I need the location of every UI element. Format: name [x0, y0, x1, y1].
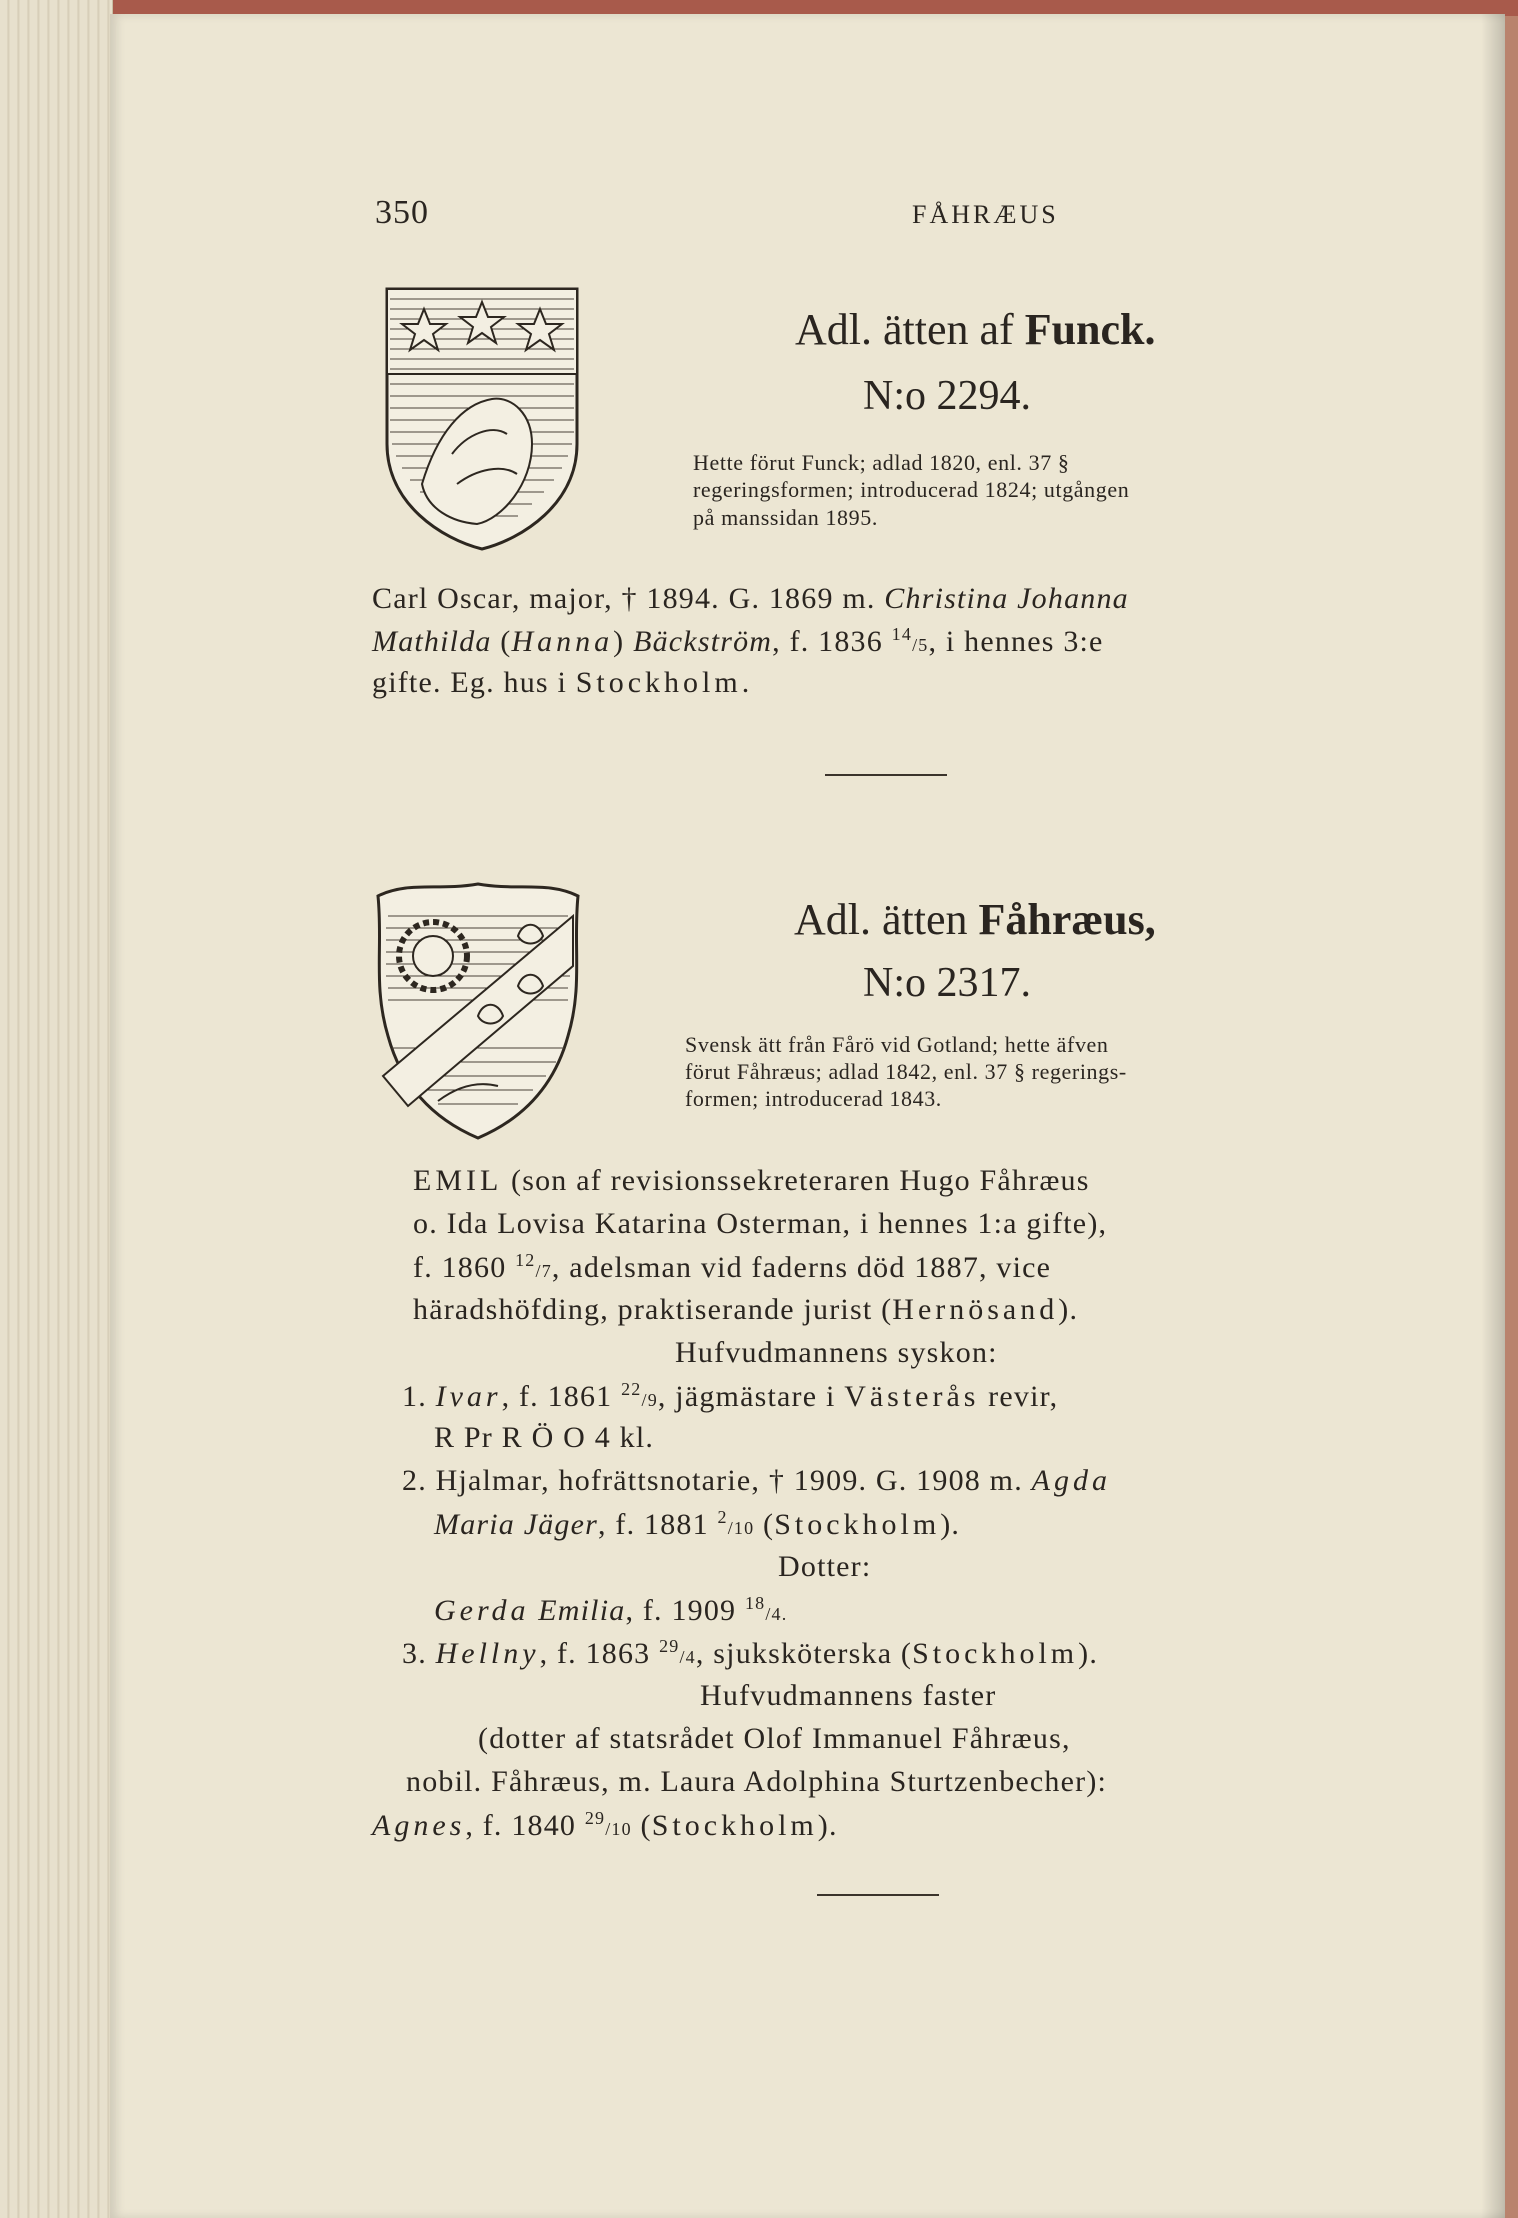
- date-sub: /4.: [765, 1604, 788, 1624]
- daughter-entry-line: [434, 1593, 787, 1628]
- spouse-name: Christina Johanna: [884, 582, 1129, 615]
- spouse-name: Mathilda: [372, 625, 492, 658]
- text: 1.: [402, 1380, 436, 1413]
- text: , f. 1861: [501, 1380, 622, 1413]
- sibling-entry-line: [402, 1636, 1098, 1671]
- sibling-entry-line: R Pr R Ö O 4 kl.: [434, 1421, 655, 1454]
- text: Carl Oscar, major, † 1894. G. 1869 m.: [372, 582, 885, 615]
- spine-shadow: [1481, 14, 1505, 2218]
- fahraeus-section-title: [794, 894, 1156, 945]
- page-edges: [0, 0, 113, 2218]
- fahraeus-intro-line: Svensk ätt från Fårö vid Gotland; hette äfven: [685, 1032, 1109, 1057]
- spouse-name: Agda: [1031, 1464, 1111, 1497]
- date-sub: /10: [727, 1518, 755, 1538]
- date-sub: /5: [912, 635, 929, 655]
- text: , f. 1881: [598, 1508, 718, 1541]
- text: ): [613, 625, 634, 658]
- text: 2. Hjalmar, hofrättsnotarie, † 1909. G. 1908 m.: [402, 1464, 1032, 1497]
- text: (son af revisionssekreteraren Hugo Fåhræus: [502, 1164, 1090, 1197]
- place: Hernösand: [892, 1293, 1059, 1326]
- sibling-name: Hellny: [435, 1637, 540, 1670]
- daughter-name: Emilia: [529, 1594, 626, 1627]
- text: , jägmästare i: [657, 1380, 845, 1413]
- page-number: 350: [375, 194, 429, 231]
- family-name: Funck.: [1024, 305, 1156, 354]
- fahraeus-section-number: N:o 2317.: [863, 960, 1031, 1006]
- funck-section-title: [795, 304, 1156, 355]
- aunt-name: Agnes: [372, 1809, 466, 1842]
- text: , adelsman vid faderns död 1887, vice: [551, 1251, 1052, 1284]
- head-name: EMIL: [413, 1164, 503, 1197]
- date-sup: 14: [891, 624, 913, 644]
- nickname: Hanna: [511, 625, 614, 658]
- date-sup: 29: [659, 1636, 680, 1656]
- text: , f. 1909: [625, 1594, 745, 1627]
- text: , f. 1840: [465, 1809, 585, 1842]
- sibling-entry-line: [434, 1507, 960, 1542]
- text: (: [631, 1809, 652, 1842]
- text: 3.: [402, 1637, 436, 1670]
- funck-intro-line: Hette förut Funck; adlad 1820, enl. 37 §: [693, 450, 1070, 475]
- date-sub: /7: [535, 1261, 552, 1281]
- book-page: [110, 14, 1505, 2218]
- daughter-heading: Dotter:: [778, 1550, 872, 1583]
- text: , f. 1836: [772, 625, 892, 658]
- funck-entry-line: [372, 666, 753, 700]
- date-sup: 22: [621, 1379, 642, 1399]
- fahraeus-intro-line: förut Fåhræus; adlad 1842, enl. 37 § regerings-: [685, 1059, 1127, 1084]
- text: f. 1860: [413, 1251, 516, 1284]
- date-sub: /4: [679, 1647, 696, 1667]
- surname: Bäckström: [633, 625, 773, 658]
- family-name: Fåhræus,: [978, 895, 1156, 944]
- emil-entry-line: [413, 1293, 1078, 1327]
- sibling-name: Ivar: [435, 1380, 502, 1413]
- funck-intro-line: regeringsformen; introducerad 1824; utgången: [693, 477, 1130, 502]
- text: ).: [1078, 1637, 1099, 1670]
- place: Västerås: [844, 1380, 980, 1413]
- text: (: [491, 625, 512, 658]
- aunt-entry-line: [372, 1808, 838, 1843]
- date-sub: /10: [605, 1819, 632, 1839]
- text: revir,: [979, 1380, 1059, 1413]
- sibling-entry-line: [402, 1379, 1058, 1414]
- date-sup: 2: [717, 1507, 728, 1527]
- place: Stockholm: [774, 1508, 941, 1541]
- title-prefix: Adl. ätten: [794, 895, 979, 944]
- funck-entry-line: [372, 624, 1104, 659]
- daughter-name: Gerda: [434, 1594, 530, 1627]
- section-divider: [825, 774, 947, 776]
- sibling-entry-line: [402, 1464, 1111, 1498]
- text: gifte. Eg. hus i: [372, 666, 576, 699]
- siblings-heading: Hufvudmannens syskon:: [675, 1336, 998, 1369]
- place: Stockholm: [651, 1809, 818, 1842]
- date-sub: /9: [641, 1390, 658, 1410]
- text: , f. 1863: [539, 1637, 660, 1670]
- funck-section-number: N:o 2294.: [863, 373, 1031, 419]
- date-sup: 29: [584, 1808, 606, 1828]
- date-sup: 12: [515, 1250, 536, 1270]
- aunt-entry-line: nobil. Fåhræus, m. Laura Adolphina Sturtzenbecher):: [406, 1765, 1108, 1798]
- text: ).: [817, 1809, 838, 1842]
- text: häradshöfding, praktiserande jurist (: [413, 1293, 893, 1326]
- running-title: FÅHRÆUS: [912, 200, 1059, 229]
- spouse-name: Maria Jäger: [434, 1508, 599, 1541]
- funck-coat-of-arms-icon: [382, 284, 582, 554]
- text: , i hennes 3:e: [928, 625, 1104, 658]
- funck-entry-line: [372, 582, 1129, 616]
- aunt-heading: Hufvudmannens faster: [700, 1679, 997, 1712]
- place: Stockholm: [912, 1637, 1079, 1670]
- emil-entry-line: o. Ida Lovisa Katarina Osterman, i hennes 1:a gifte),: [413, 1207, 1108, 1240]
- section-divider: [817, 1894, 939, 1896]
- text: ).: [940, 1508, 961, 1541]
- emil-entry-line: [413, 1164, 1090, 1198]
- date-sup: 18: [744, 1593, 766, 1613]
- emil-entry-line: [413, 1250, 1051, 1285]
- text: ).: [1058, 1293, 1079, 1326]
- text: (: [754, 1508, 775, 1541]
- fahraeus-intro-line: formen; introducerad 1843.: [685, 1086, 942, 1111]
- text: , sjuksköterska (: [695, 1637, 913, 1670]
- fahraeus-coat-of-arms-icon: [368, 876, 588, 1146]
- funck-intro-line: på manssidan 1895.: [693, 505, 878, 530]
- aunt-entry-line: (dotter af statsrådet Olof Immanuel Fåhræus,: [478, 1722, 1071, 1755]
- place: Stockholm.: [575, 666, 754, 699]
- title-prefix: Adl. ätten af: [795, 305, 1025, 354]
